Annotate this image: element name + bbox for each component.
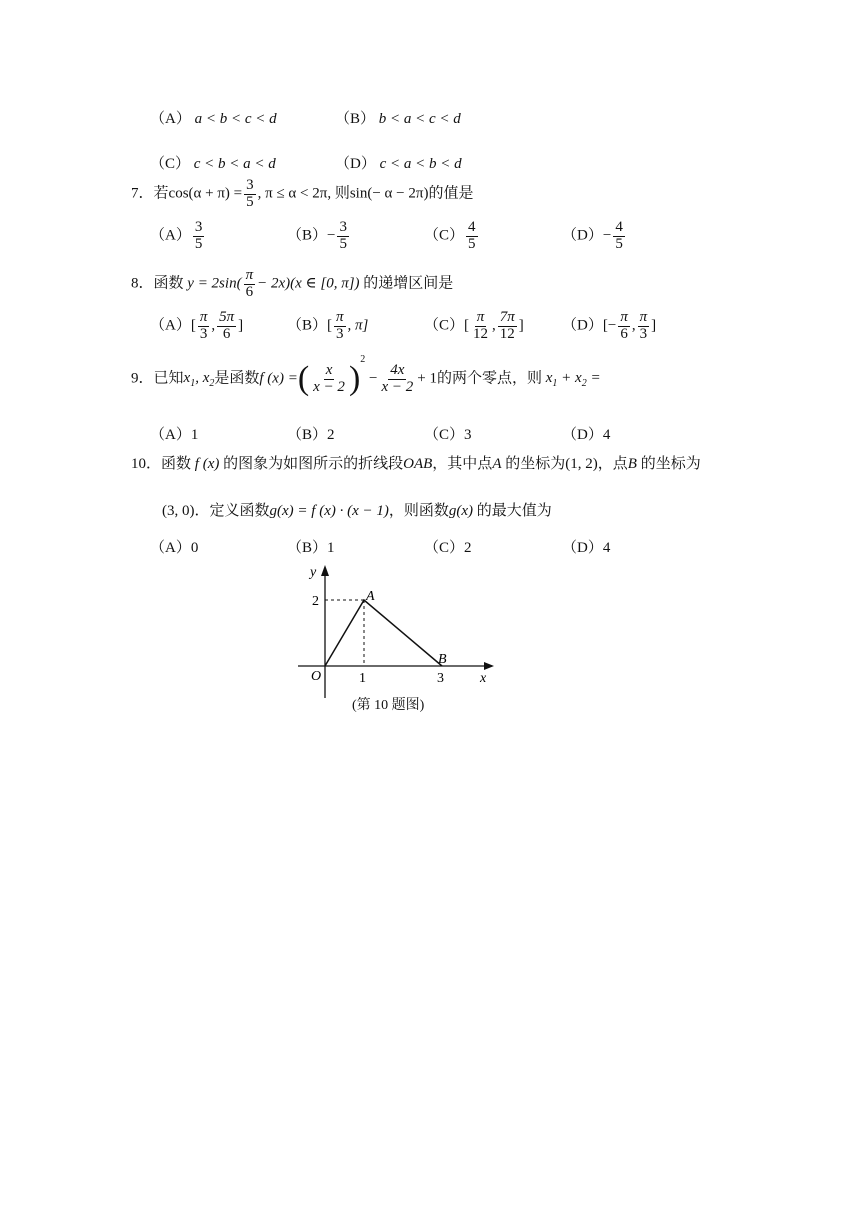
math-expr: cos(α + π) =: [168, 185, 243, 202]
x-axis-arrow-icon: [484, 662, 494, 670]
q8-option-c: （C）[ $\frac{\pi}{12}$ , $\frac{7\pi}{12}$ ]: [424, 309, 524, 342]
stem-text: 若: [153, 185, 169, 202]
stem-text: 的两个零点，则: [436, 370, 542, 387]
q6-option-b: [335, 107, 461, 128]
option-text: b < a < c < d: [378, 111, 461, 127]
question-number: 10．: [131, 456, 162, 472]
q7-option-b: （B）− $\frac{3}{5}$: [287, 219, 347, 252]
q9-option-b: （B）2: [287, 427, 335, 443]
q6-option-d: [335, 152, 462, 173]
q8-option-b: （B）[ $\frac{\pi}{3}$ , π]: [287, 309, 369, 342]
math-expr: y = 2sin(: [187, 275, 242, 292]
q8-stem: 8．函数 y = 2sin( $\frac{\pi}{6}$ − 2x)(x ∈ [0, π]) 的递增区间是: [131, 267, 454, 300]
option-label: （A）: [150, 111, 191, 127]
option-label: （D）: [335, 156, 376, 172]
var-x1: $x_1$, $x_2$: [183, 370, 215, 390]
option-label: （B）: [335, 111, 376, 127]
q10-option-b: （B）1: [287, 540, 335, 556]
question-number: 9．: [131, 370, 154, 387]
q7-option-a: （A） $\frac{3}{5}$: [150, 219, 203, 252]
option-text: c < a < b < d: [379, 156, 462, 172]
option-label: （C）: [150, 156, 191, 172]
q6-option-a: [150, 107, 277, 128]
fraction: $\frac{3}{5}$: [246, 177, 254, 210]
polyline-oab: [325, 600, 442, 666]
q10-stem-line2: (3, 0)．定义函数g(x) = f (x) · (x − 1)，则函数g(x) 的最大值为: [162, 503, 552, 519]
question-number: 7．: [131, 185, 154, 202]
stem-text: 则: [334, 185, 350, 202]
q6-option-c: [150, 152, 276, 173]
y-axis-arrow-icon: [321, 565, 329, 576]
math-expr: f (x) =: [259, 370, 298, 387]
x-tick-label-3: 3: [437, 671, 444, 686]
y-tick-label: 2: [312, 594, 319, 609]
point-a-label: A: [366, 589, 375, 604]
point-b-label: B: [438, 652, 447, 667]
stem-text: 已知: [153, 370, 184, 387]
math-expr: − 2x)(x ∈ [0, π]): [257, 275, 360, 292]
stem-text: 是函数: [214, 370, 260, 387]
q10-stem-line1: 10．函数 f (x) 的图象为如图所示的折线段OAB，其中点A 的坐标为(1, 2)，点B 的坐标为: [131, 456, 701, 472]
math-expr: , π ≤ α < 2π,: [257, 185, 335, 202]
stem-text: 函数: [153, 275, 184, 292]
q7-stem: [131, 178, 473, 211]
math-expr: sin(− α − 2π): [349, 185, 429, 202]
option-text: a < b < c < d: [194, 111, 277, 127]
q7-option-d: （D）− $\frac{4}{5}$: [562, 219, 623, 252]
q9-option-a: （A）1: [150, 427, 199, 443]
origin-label: O: [311, 669, 322, 684]
q10-figure: [296, 562, 506, 702]
stem-text: 的值是: [428, 185, 474, 202]
x-axis-label: x: [480, 671, 487, 686]
q9-stem: 9．已知$x_1$, $x_2$是函数f (x) =( $\frac{x}{x - 2}$ )$^2$ − $\frac{4x}{x - 2}$ + 1的两个零点，则 $x_1 + x_2$ =: [131, 354, 601, 397]
y-axis-label: y: [310, 565, 317, 580]
q9-option-c: （C）3: [424, 427, 472, 443]
question-number: 8．: [131, 275, 154, 292]
q8-option-a: （A）[ $\frac{\pi}{3}$ , $\frac{5\pi}{6}$ ]: [150, 309, 244, 342]
stem-text: 的递增区间是: [363, 275, 454, 292]
figure-caption: (第 10 题图): [352, 698, 425, 713]
q10-option-a: （A）0: [150, 540, 199, 556]
option-text: c < b < a < d: [193, 156, 276, 172]
q9-option-d: （D）4: [562, 427, 611, 443]
q10-option-d: （D）4: [562, 540, 611, 556]
q7-option-c: （C） $\frac{4}{5}$: [424, 219, 476, 252]
q10-option-c: （C）2: [424, 540, 472, 556]
x-tick-label-1: 1: [359, 671, 366, 686]
q8-option-d: （D）[− $\frac{\pi}{6}$ , $\frac{\pi}{3}$ ]: [562, 309, 657, 342]
